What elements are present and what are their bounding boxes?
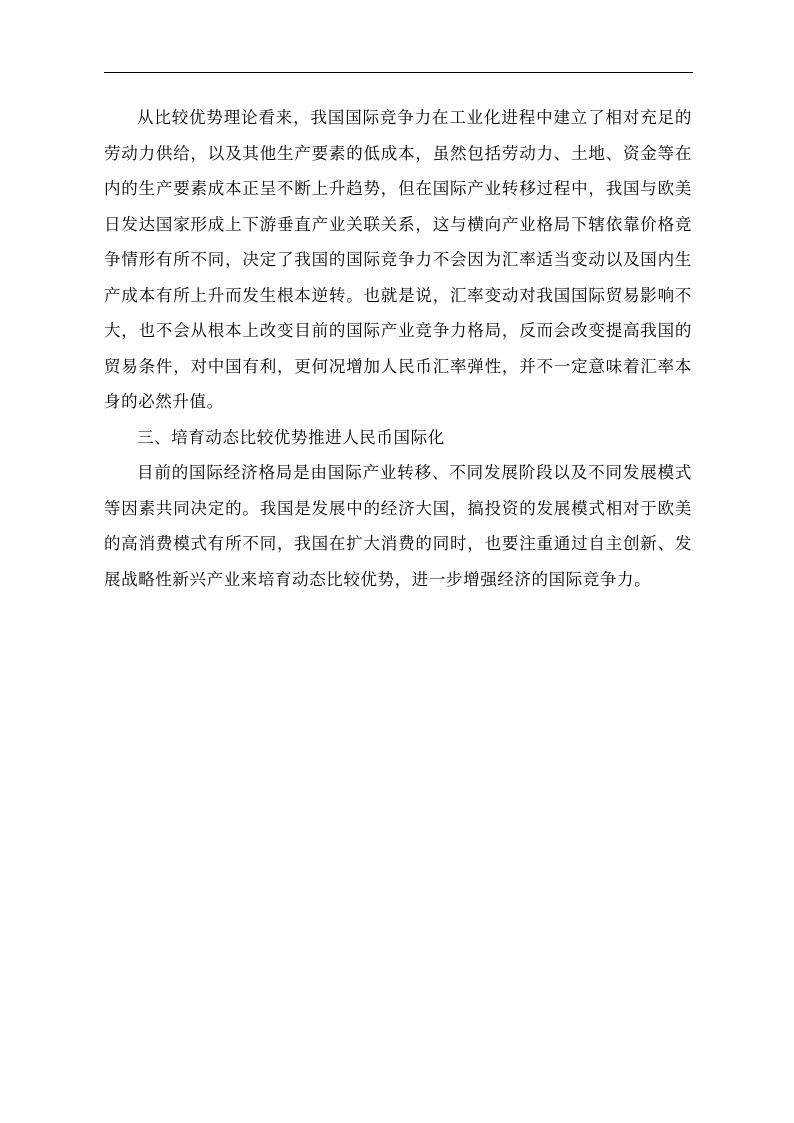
document-body [104,100,692,597]
section-heading: 三、培育动态比较优势推进人民币国际化 [137,427,445,447]
paragraph-comparative-advantage: 从比较优势理论看来，我国国际竞争力在工业化进程中建立了相对充足的劳动力供给，以及其他生产要素的低成本，虽然包括劳动力、土地、资金等在内的生产要素成本正呈不断上升趋势，但在国际产业转移过程中，我国与欧美日发达国家形成上下游垂直产业关联关系，这与横向产业格局下辖依靠价格竞争情形有所不同，决定了我国的国际竞争力不会因为汇率适当变动以及国内生产成本有所上升而发生根本逆转。也就是说，汇率变动对我国国际贸易影响不大，也不会从根本上改变目前的国际产业竞争力格局，反而会改变提高我国的贸易条件，对中国有利，更何况增加人民币汇率弹性，并不一定意味着汇率本身的必然升值。 [104,108,692,411]
paragraph-economic-pattern: 目前的国际经济格局是由国际产业转移、不同发展阶段以及不同发展模式等因素共同决定的。我国是发展中的经济大国，搞投资的发展模式相对于欧美的高消费模式有所不同，我国在扩大消费的同时，也要注重通过自主创新、发展战略性新兴产业来培育动态比较优势，进一步增强经济的国际竞争力。 [104,463,692,589]
header-rule [104,72,693,73]
